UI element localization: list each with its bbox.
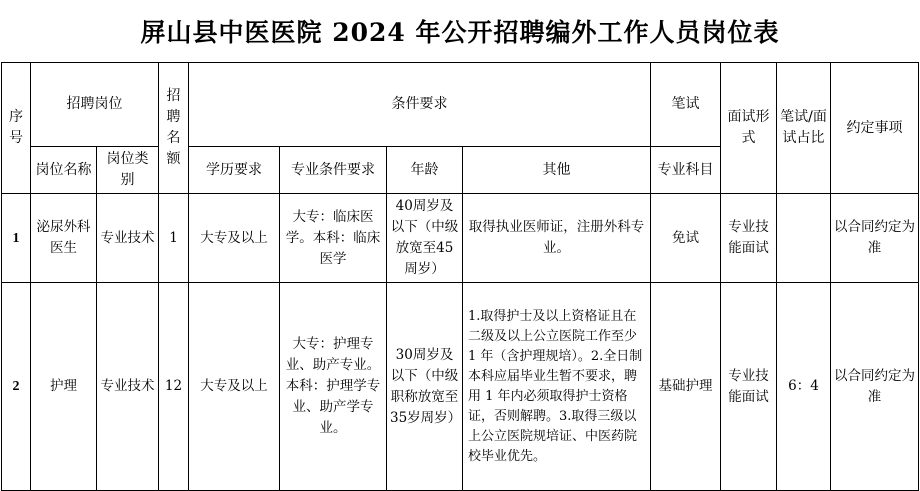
- header-education: 学历要求: [189, 147, 280, 194]
- header-post-type: 岗位类别: [97, 147, 159, 194]
- row-written-subject: 基础护理: [651, 283, 721, 491]
- row-written-subject: 免试: [651, 194, 721, 283]
- row-education: 大专及以上: [189, 283, 280, 491]
- row-age: 30周岁及以下（中级职称放宽至 35岁周岁）: [387, 283, 463, 491]
- row-ratio: [777, 194, 831, 283]
- row-post-type: 专业技术: [97, 194, 159, 283]
- row-other: 取得执业医师证，注册外科专业。: [463, 194, 651, 283]
- header-interview: 面试形式: [721, 63, 777, 194]
- row-quota: 1: [159, 194, 189, 283]
- header-age: 年龄: [387, 147, 463, 194]
- header-seq: 序号: [2, 63, 31, 194]
- header-written: 笔试: [651, 63, 721, 147]
- row-other: 1.取得护士及以上资格证且在二级及以上公立医院工作至少 1 年（含护理规培）。2.全日制本科应届毕业生暂不要求，聘用 1 年内必须取得护士资格证，否则解聘。3.取得三级以上公立医院规培证、中医药院校毕业优先。: [463, 283, 651, 491]
- header-post-group: 招聘岗位: [31, 63, 159, 147]
- row-major: 大专：护理专业、助产专业。本科：护理学专业、助产学专业。: [280, 283, 387, 491]
- header-conditions: 条件要求: [189, 63, 651, 147]
- row-age: 40周岁及以下（中级放宽至45周岁）: [387, 194, 463, 283]
- row-post-type: 专业技术: [97, 283, 159, 491]
- table-row: [2, 283, 919, 491]
- row-interview: 专业技能面试: [721, 283, 777, 491]
- page-title: 屏山县中医医院 2024 年公开招聘编外工作人员岗位表: [140, 18, 780, 47]
- header-written-subject: 专业科目: [651, 147, 721, 194]
- header-post-name: 岗位名称: [31, 147, 97, 194]
- row-quota: 12: [159, 283, 189, 491]
- row-agreement: 以合同约定为准: [831, 194, 919, 283]
- header-major: 专业条件要求: [280, 147, 387, 194]
- row-agreement: 以合同约定为准: [831, 283, 919, 491]
- header-other: 其他: [463, 147, 651, 194]
- header-row-1: [2, 63, 919, 147]
- header-quota: 招聘名额: [159, 63, 189, 194]
- recruitment-table: [1, 62, 919, 491]
- header-agreement: 约定事项: [831, 63, 919, 194]
- row-seq: 2: [2, 283, 31, 491]
- row-interview: 专业技能面试: [721, 194, 777, 283]
- row-post-name: 护理: [31, 283, 97, 491]
- row-major: 大专：临床医学。本科：临床医学: [280, 194, 387, 283]
- table-row: [2, 194, 919, 283]
- row-ratio: 6：4: [777, 283, 831, 491]
- row-post-name: 泌尿外科医生: [31, 194, 97, 283]
- header-ratio: 笔试/面试占比: [777, 63, 831, 194]
- row-seq: 1: [2, 194, 31, 283]
- row-education: 大专及以上: [189, 194, 280, 283]
